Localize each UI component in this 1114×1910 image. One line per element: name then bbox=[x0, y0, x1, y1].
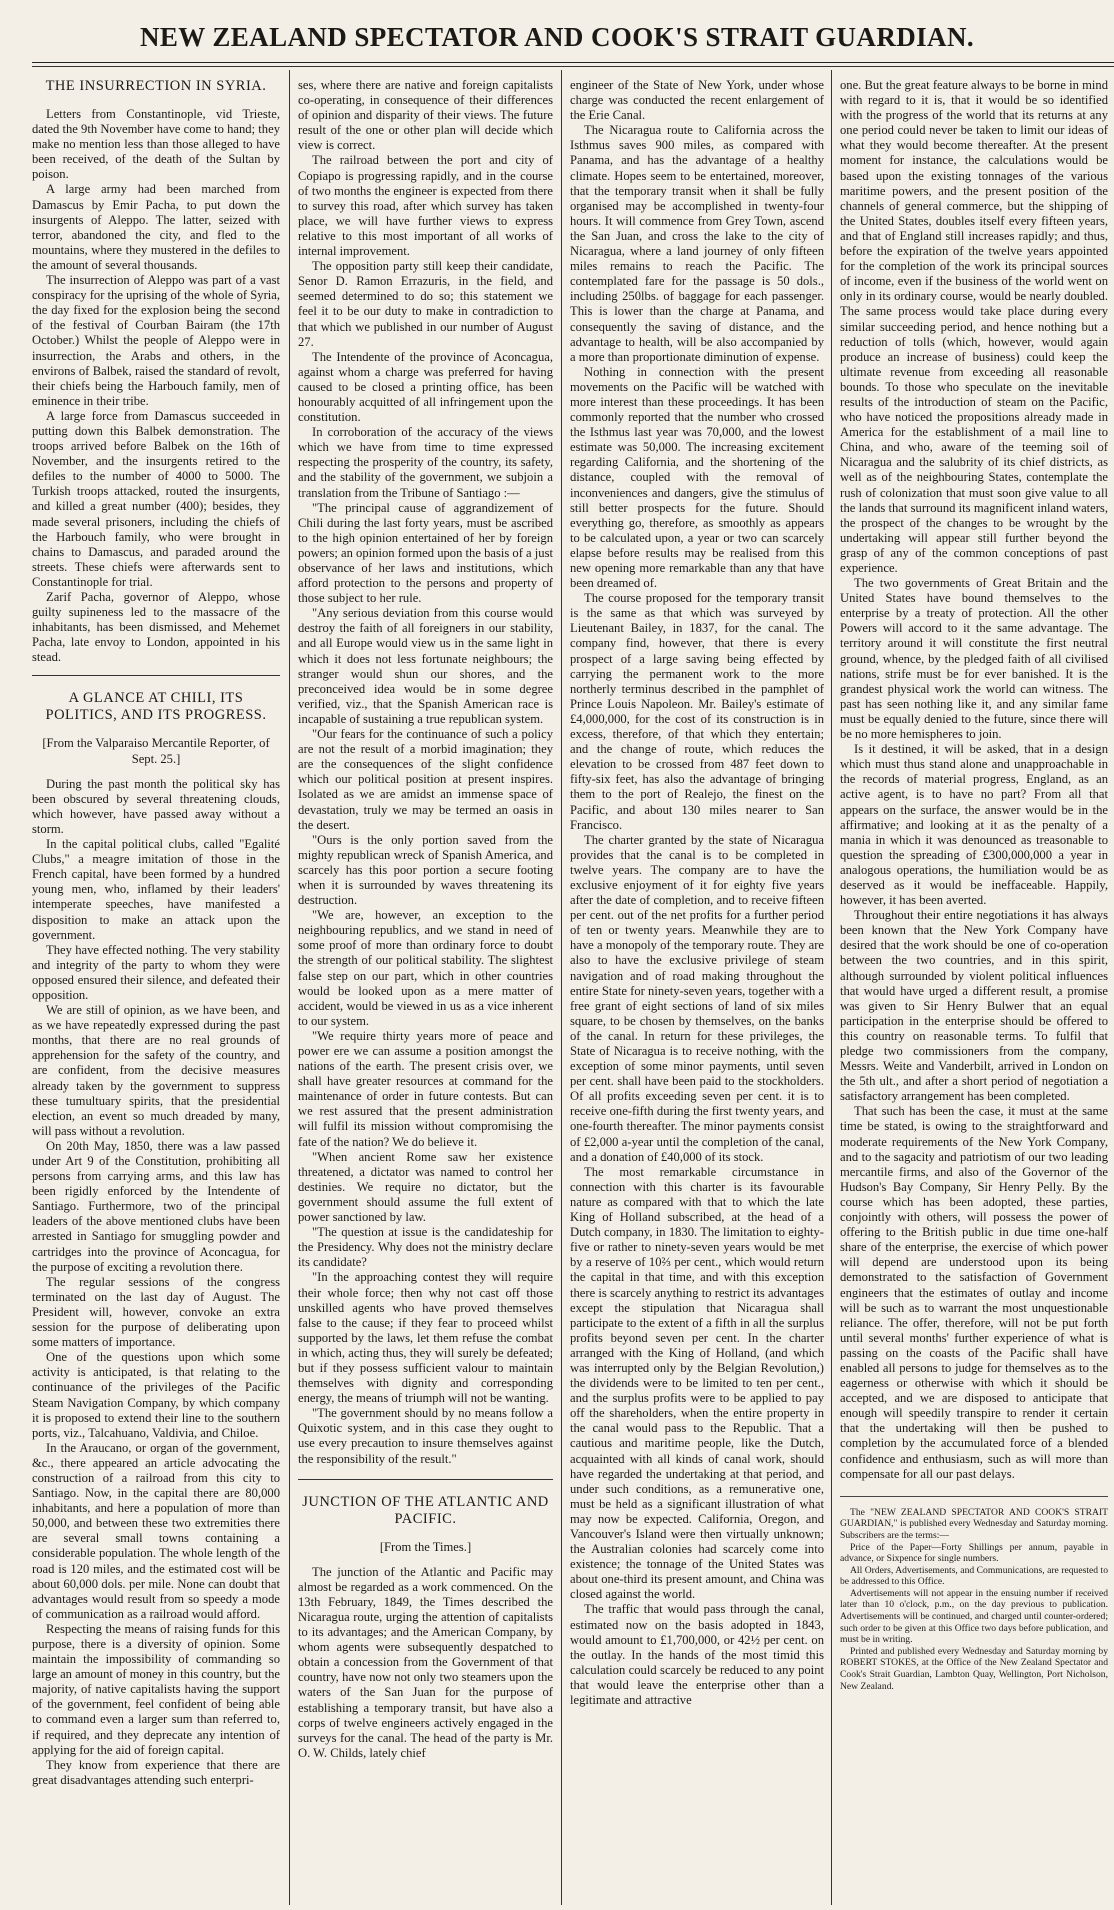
column-divider bbox=[561, 70, 562, 1905]
paragraph: That such has been the case, it must at the same time be stated, is owing to the straightforward and moderate requirements of the New York Company, and to the sagacity and patriotism of our two leading mercantile firms, and also of the Governor of the Hudson's Bay Company, Sir Henry Pelly. By the course which has been adopted, these parties, conjointly with others, will possess the power of offering to the British public in due time one-half share of the enterprise, the exercise of which power will depend are understood upon its being demonstrated to the satisfaction of Government engineers that the estimates of outlay and income will be such as to warrant the most unquestionable reliance. The offer, therefore, will not be put forth until several months' further experience of what is passing on the coasts of the Pacific shall have enabled all persons to judge for themselves as to the eagerness or otherwise with which it should be accepted, and we are disposed to anticipate that enough will speedily transpire to render it certain that the undertaking will then be pushed to completion by the accumulated force of a blended confidence and enthusiasm, such as will more than compensate for all our past delays. bbox=[840, 1104, 1108, 1481]
paragraph: engineer of the State of New York, under whose charge was conducted the recent enlargement of the Erie Canal. bbox=[570, 78, 824, 123]
paragraph: Nothing in connection with the present movements on the Pacific will be watched with more interest than these proceedings. It has been commonly reported that the number who crossed the Isthmus last year was 70,000, and the lowest estimate was 50,000. The increasing excitement regarding California, and the shortening of the distance, coupled with the removal of inconveniences and dangers, give the stimulus of still better prospects for the future. Should everything go, therefore, as smoothly as appears to be calculated upon, a year or two can scarcely elapse before results may be realised from this new opening more remarkable than any that have been dreamed of. bbox=[570, 364, 824, 591]
masthead-rule-secondary bbox=[32, 66, 1114, 67]
paragraph: The most remarkable circumstance in connection with this charter is its favourable nature as compared with that to which the late King of Holland subscribed, at the head of a Dutch company, in 1830. The limitation to eighty-five or rather to ninety-seven years would be met by a reserve of 10⅔ per cent., which would return the capital in that time, and with this exception there is scarcely anything to restrict its advantages except the stipulation that Nicaragua shall participate to the extent of a fifth in all the surplus profits beyond seven per cent. In the charter arranged with the King of Holland, (and which was interrupted only by the Belgian Revolution,) the dividends were to be limited to ten per cent., and the surplus profits were to be applied to pay off the shareholders, when the entire property in the canal would pass to the Republic. That a cautious and maritime people, like the Dutch, acquainted with all kinds of canal work, should have regarded the undertaking at that period, and under such conditions, as a remunerative one, must be held as a significant illustration of what may now be expected. California, Oregon, and Vancouver's Island were then virtually unknown; the Australian colonies had scarcely come into existence; the tonnage of the United States was about one-third its present amount, and China was closed against the world. bbox=[570, 1164, 824, 1602]
paragraph: The regular sessions of the congress terminated on the last day of August. The President will, however, convoke an extra session for the purpose of deliberating upon some matters of importance. bbox=[32, 1274, 280, 1350]
paragraph: The junction of the Atlantic and Pacific may almost be regarded as a work commenced. On the 13th February, 1849, the Times described the Nicaragua route, urging the attention of capitalists to its advantages; and the American Company, by whom agents were subsequently despatched to obtain a concession from the Government of that country, have now not only two steamers upon the waters of the San Juan for the purpose of establishing a temporary transit, but have also a corps of twelve engineers actively engaged in the surveys for the canal. The head of the party is Mr. O. W. Childs, lately chief bbox=[298, 1564, 553, 1760]
paragraph: In the Araucano, or organ of the government, &c., there appeared an article advocating the construction of a railroad from this city to Santiago. Now, in the capital there are 80,000 inhabitants, and here a population of more than 50,000, and between these two extremities there are several small towns containing a considerable population. The whole length of the road is 120 miles, and the estimated cost will be about 60,000 dols. per mile. None can doubt that advantages would result from so speedy a mode of communication as a railroad would afford. bbox=[32, 1440, 280, 1621]
article-source: [From the Valparaiso Mercantile Reporter, of Sept. 25.] bbox=[42, 736, 270, 766]
quote-paragraph: "When ancient Rome saw her existence threatened, a dictator was named to control her destinies. We require no dictator, but the government should assume the full extent of power sanctioned by law. bbox=[298, 1149, 553, 1225]
masthead: NEW ZEALAND SPECTATOR AND COOK'S STRAIT GUARDIAN. bbox=[139, 22, 974, 52]
imprint-line: All Orders, Advertisements, and Communications, are requested to be addressed to this Office. bbox=[840, 1564, 1108, 1588]
article-source: [From the Times.] bbox=[379, 1539, 472, 1554]
paragraph: The opposition party still keep their candidate, Senor D. Ramon Errazuris, in the field, and seemed determined to do so; this statement we feel it to be our duty to make in contradiction to that which we published in our number of August 27. bbox=[298, 259, 553, 349]
paragraph: The insurrection of Aleppo was part of a vast conspiracy for the uprising of the whole of Syria, the day fixed for the explosion being the second of the festival of Courban Bairam (the 17th October.) Whilst the people of Aleppo were in insurrection, the Arabs and others, in the environs of Balbek, raised the standard of revolt, their chiefs being the Harbouch family, men of eminence in their tribe. bbox=[32, 273, 280, 408]
paragraph: One of the questions upon which some activity is anticipated, is that relating to the continuance of the privileges of the Pacific Steam Navigation Company, by which company it is proposed to extend their line to the southern ports, viz., Talcahuano, Valdivia, and Chiloe. bbox=[32, 1350, 280, 1440]
paragraph: On 20th May, 1850, there was a law passed under Art 9 of the Constitution, prohibiting all persons from carrying arms, and this law has been rigidly enforced by the Intendente of Santiago. Furthermore, two of the principal leaders of the above mentioned clubs have been arrested in Santiago for smuggling powder and cartridges into the province of Aconcagua, for the purpose of exciting a revolution there. bbox=[32, 1138, 280, 1274]
imprint-line: Price of the Paper—Forty Shillings per annum, payable in advance, or Sixpence for single numbers. bbox=[840, 1541, 1108, 1565]
article-title-junction: JUNCTION OF THE ATLANTIC AND PACIFIC. bbox=[302, 1493, 549, 1527]
quote-paragraph: "Any serious deviation from this course would destroy the faith of all foreigners in our stability, and all Europe would view us in the same light in which it does not less fortunate neighbours; the stranger would shun our shores, and the preconceived idea would be in some degree verified, viz., that the Spanish American race is incapable of sustaining a true republican system. bbox=[298, 606, 553, 726]
paragraph: During the past month the political sky has been obscured by several threatening clouds, which however, have passed away without a storm. bbox=[32, 776, 280, 836]
column-2 bbox=[298, 78, 553, 1903]
paragraph: In the capital political clubs, called "Egalité Clubs," a meagre imitation of those in the French capital, have been formed by a hundred young men, who, inflamed by their leaders' intemperate speeches, have manifested a disposition to make an attack upon the government. bbox=[32, 837, 280, 942]
paragraph: The Intendente of the province of Aconcagua, against whom a charge was preferred for having caused to be closed a printing office, has been honourably acquitted of all infringement upon the constitution. bbox=[298, 349, 553, 425]
quote-paragraph: "The principal cause of aggrandizement of Chili during the last forty years, must be ascribed to the high opinion entertained of her by foreign powers; an opinion formed upon the basis of a just observance of her laws and institutions, which afford protection to the persons and property of those subject to her rule. bbox=[298, 500, 553, 606]
paragraph: Throughout their entire negotiations it has always been known that the New York Company have desired that the work should be one of co-operation between the two countries, and in this spirit, although surrounded by violent political influences that would have urged a different result, a promise was given to Sir Henry Bulwer that an equal participation in the enterprise should be offered to this country on reasonable terms. To fulfil that pledge two commissioners from the company, Messrs. Weite and Vanderbilt, arrived in London on the 5th ult., and after a short period of negotiation a satisfactory arrangement has been completed. bbox=[840, 908, 1108, 1104]
paragraph: A large army had been marched from Damascus by Emir Pacha, to put down the insurgents of Aleppo. The latter, seized with terror, abandoned the city, and fled to the mountains, where they mustered in the defiles to the amount of several thousands. bbox=[32, 182, 280, 272]
paragraph: The railroad between the port and city of Copiapo is progressing rapidly, and in the course of two months the engineer is expected from there to survey this road, after which survey has taken place, we will have further views to express relative to this most important of all works of internal improvement. bbox=[298, 153, 553, 259]
imprint-line: Advertisements will not appear in the ensuing number if received later than 10 o'clock, p.m., on the day previous to publication. Advertisements will be continued, and charged until counter-ordered; such order to be given at this Office two days before publication, and must be in writing. bbox=[840, 1587, 1108, 1646]
quote-paragraph: "We are, however, an exception to the neighbouring republics, and we stand in need of some proof of more than ordinary force to doubt the strength of our political stability. The slightest false step on our part, which in other countries would be looked upon as a mere matter of accident, would be viewed in us as a vice inherent to our system. bbox=[298, 908, 553, 1028]
paragraph: Letters from Constantinople, vid Trieste, dated the 9th November have come to hand; they make no mention less than those alleged to have been received, of the death of the Sultan by poison. bbox=[32, 107, 280, 182]
paragraph: A large force from Damascus succeeded in putting down this Balbek demonstration. The troops arrived before Balbek on the 16th of November, and the insurgents retired to the defiles to the number of 4000 to 5000. The Turkish troops attacked, routed the insurgents, and killed a great number (400); besides, they made several prisoners, including the chiefs of the Harbouch family, who were brought in chains to Damascus, and paraded around the streets. These chiefs were afterwards sent to Constantinople for trial. bbox=[32, 408, 280, 589]
column-1 bbox=[32, 78, 280, 1903]
paragraph: Zarif Pacha, governor of Aleppo, whose guilty supineness led to the massacre of the inhabitants, has been dismissed, and Mehemet Pacha, late envoy to London, appointed in his stead. bbox=[32, 590, 280, 665]
paragraph: ses, where there are native and foreign capitalists co-operating, in consequence of their differences of opinion and disparity of their views. The future result of the one or other plan will decide which view is correct. bbox=[298, 78, 553, 153]
paragraph: They have effected nothing. The very stability and integrity of the party to whom they were opposed ensured their silence, and defeated their opposition. bbox=[32, 942, 280, 1002]
imprint-line: Printed and published every Wednesday and Saturday morning by ROBERT STOKES, at the Office of the New Zealand Spectator and Cook's Strait Guardian, Lambton Quay, Wellington, Port Nicholson, New Zealand. bbox=[840, 1645, 1108, 1692]
imprint-line: The "NEW ZEALAND SPECTATOR AND COOK'S STRAIT GUARDIAN," is published every Wednesday and Saturday morning. Subscribers are the terms:— bbox=[840, 1506, 1108, 1541]
column-3 bbox=[570, 78, 824, 1903]
column-4 bbox=[840, 78, 1108, 1903]
paragraph: Respecting the means of raising funds for this purpose, there is a diversity of opinion. Some maintain the impossibility of commanding so large an amount of money in this country, but the majority, of native capitalists having the support of the government, feel confident of being able to command even a larger sum than referred to, if required, and they deprecate any intention of applying for the aid of foreign capital. bbox=[32, 1621, 280, 1757]
quote-paragraph: "The government should by no means follow a Quixotic system, and in this case they ought to use every precaution to insure themselves against the responsibility of the result." bbox=[298, 1406, 553, 1466]
quote-paragraph: "We require thirty years more of peace and power ere we can assume a position amongst the nations of the earth. The present crisis over, we shall have greater resources at command for the maintenance of order in future contests. But can we rest assured that the present administration will fulfil its mission without compromising the fate of the nation? We do believe it. bbox=[298, 1028, 553, 1149]
article-separator bbox=[32, 675, 280, 676]
paragraph: one. But the great feature always to be borne in mind with regard to it is, that it would be so identified with the progress of the world that its returns at any one period could never be taken to limit our ideas of what they would become thereafter. At the present moment for instance, the calculations would be based upon the existing tonnages of the various maritime powers, and the present position of the channels of general commerce, but the shipping of the United States, doubles itself every fifteen years, and that of England still increases rapidly; and thus, before the expiration of the twelve years appointed for the completion of the work its principal sources of income, even if the business of the world went on only in its ordinary course, would be nearly doubled. The same process would take place during every similar succeeding period, and hence nothing but a reduction of tolls (which, however, would again produce an increase of business) could keep the ultimate revenue from exceeding all reasonable bounds. To those who speculate on the inevitable results of the introduction of steam on the Pacific, who have noticed the propositions already made in America for the establishment of a mail line to China, and who, aware of the teeming soil of Nicaragua and the salubrity of its chief districts, as well as of the neighbouring States, contemplate the rush of colonization that must soon give value to all the lands that surround its magnificent inland waters, the prospect of the changes to be wrought by the undertaking will appear still further beyond the grasp of any of the common conceptions of past experience. bbox=[840, 78, 1108, 575]
masthead-rule bbox=[32, 62, 1114, 63]
paragraph: The two governments of Great Britain and the United States have bound themselves to the enterprise by a treaty of protection. All the other Powers will accord to it the same advantage. The territory around it will constitute the first neutral ground, whence, by the pledged faith of all civilised nations, strife must be for ever banished. It is the grandest physical work the world can witness. The past has seen nothing like it, and any similar fame must be equally denied to the future, since there will be no more hemispheres to join. bbox=[840, 576, 1108, 742]
paragraph: We are still of opinion, as we have been, and as we have repeatedly expressed during the past months, that there are no real grounds of apprehension for the safety of the country, and are confident, from the decisive measures already taken by the government to suppress these tumultuary spirits, that the presidential election, an event so much dreaded by many, will pass without a revolution. bbox=[32, 1003, 280, 1138]
quote-paragraph: "In the approaching contest they will require their whole force; then why not cast off those unskilled agents who have proved themselves false to the cause; if they fear to proceed whilst supported by the laws, let them refuse the combat in which, acting thus, they will surely be defeated; but if they possess sufficient valour to maintain themselves with dignity and corresponding energy, the means of triumph will not be wanting. bbox=[298, 1270, 553, 1406]
article-title-syria: THE INSURRECTION IN SYRIA. bbox=[45, 78, 267, 94]
paragraph: The traffic that would pass through the canal, estimated now on the basis adopted in 1843, would amount to £1,700,000, or 42½ per cent. on the outlay. In the hands of the most timid this calculation could scarcely be reduced to any point that would leave the enterprise other than a legitimate and attractive bbox=[570, 1602, 824, 1708]
paragraph: The charter granted by the state of Nicaragua provides that the canal is to be completed in twelve years. The company are to have the exclusive enjoyment of it for eighty five years after the date of completion, and to receive fifteen per cent. out of the net profits for a further period of ten or twenty years. Meanwhile they are to have a monopoly of the temporary route. They are also to have the exclusive privilege of steam navigation and of road making throughout the entire State for ninety-seven years, together with a free grant of eight sections of land of six miles square, to be chosen by themselves, on the banks of the canal. In return for these privileges, the State of Nicaragua is to receive nothing, with the exception of some minor payments, until seven per cent. shall have been paid to the stockholders. Of all profits exceeding seven per cent. it is to receive one-fifth during the first twenty years, and one-fourth thereafter. The minor payments consist of £2,000 a-year until the completion of the canal, and a donation of £40,000 of its stock. bbox=[570, 832, 824, 1164]
paragraph: In corroboration of the accuracy of the views which we have from time to time expressed respecting the prosperity of the country, its safety, and the stability of the government, we subjoin a translation from the Tribune of Santiago :— bbox=[298, 425, 553, 500]
paragraph: They know from experience that there are great disadvantages attending such enterpri- bbox=[32, 1757, 280, 1787]
quote-paragraph: "The question at issue is the candidateship for the Presidency. Why does not the ministry declare its candidate? bbox=[298, 1225, 553, 1270]
quote-paragraph: "Our fears for the continuance of such a policy are not the result of a morbid imagination; they are the consequences of the slight confidence which our political position at present inspires. Isolated as we are amidst an immense space of devastation, truly we may be termed an oasis in the desert. bbox=[298, 727, 553, 832]
column-divider bbox=[289, 70, 290, 1905]
quote-paragraph: "Ours is the only portion saved from the mighty republican wreck of Spanish America, and scarcely has this poor portion a secure footing when it is surrounded by waves threatening its destruction. bbox=[298, 832, 553, 908]
paragraph: Is it destined, it will be asked, that in a design which must thus stand alone and unapproachable in the records of material progress, England, as an active agent, is to have no part? From all that appears on the surface, the answer would be in the affirmative; and looking at it as the penalty of a mania in which it was denounced as treasonable to question the spreading of £300,000,000 a year in analogous operations, the humiliation would be as deserved as it would be ineffaceable. Happily, however, it has been averted. bbox=[840, 742, 1108, 908]
article-separator bbox=[298, 1479, 553, 1480]
publication-imprint bbox=[840, 1496, 1108, 1693]
paragraph: The course proposed for the temporary transit is the same as that which was surveyed by Lieutenant Bailey, in 1837, for the canal. The company find, however, that there is every prospect of a large saving being effected by carrying the permanent work to the more northerly terminus described in the pamphlet of Prince Louis Napoleon. Mr. Bailey's estimate of £4,000,000, for the cost of its construction is in excess, therefore, of that which they entertain; and the change of route, which reduces the elevation to be crossed from 487 feet down to fifty-six feet, has also the advantage of bringing them to the port of Realejo, the finest on the Pacific, and about 130 miles nearer to San Francisco. bbox=[570, 591, 824, 832]
column-divider bbox=[831, 70, 832, 1905]
article-title-chili: A GLANCE AT CHILI, ITS POLITICS, AND ITS PROGRESS. bbox=[45, 690, 267, 724]
paragraph: The Nicaragua route to California across the Isthmus saves 900 miles, as compared with Panama, and has the advantage of a healthy climate. Hopes seem to be entertained, moreover, that the temporary transit when it shall be fully organised may be accomplished in twenty-four hours. It will commence from Grey Town, ascend the San Juan, and cross the lake to the city of Nicaragua, where a land journey of only fifteen miles remains to reach the Pacific. The contemplated fare for the passage is 50 dols., including 250lbs. of baggage for each passenger. This is lower than the charge at Panama, and consequently the saving of distance, and the advantage to health, will be also accompanied by a more than proportionate diminution of expense. bbox=[570, 123, 824, 364]
